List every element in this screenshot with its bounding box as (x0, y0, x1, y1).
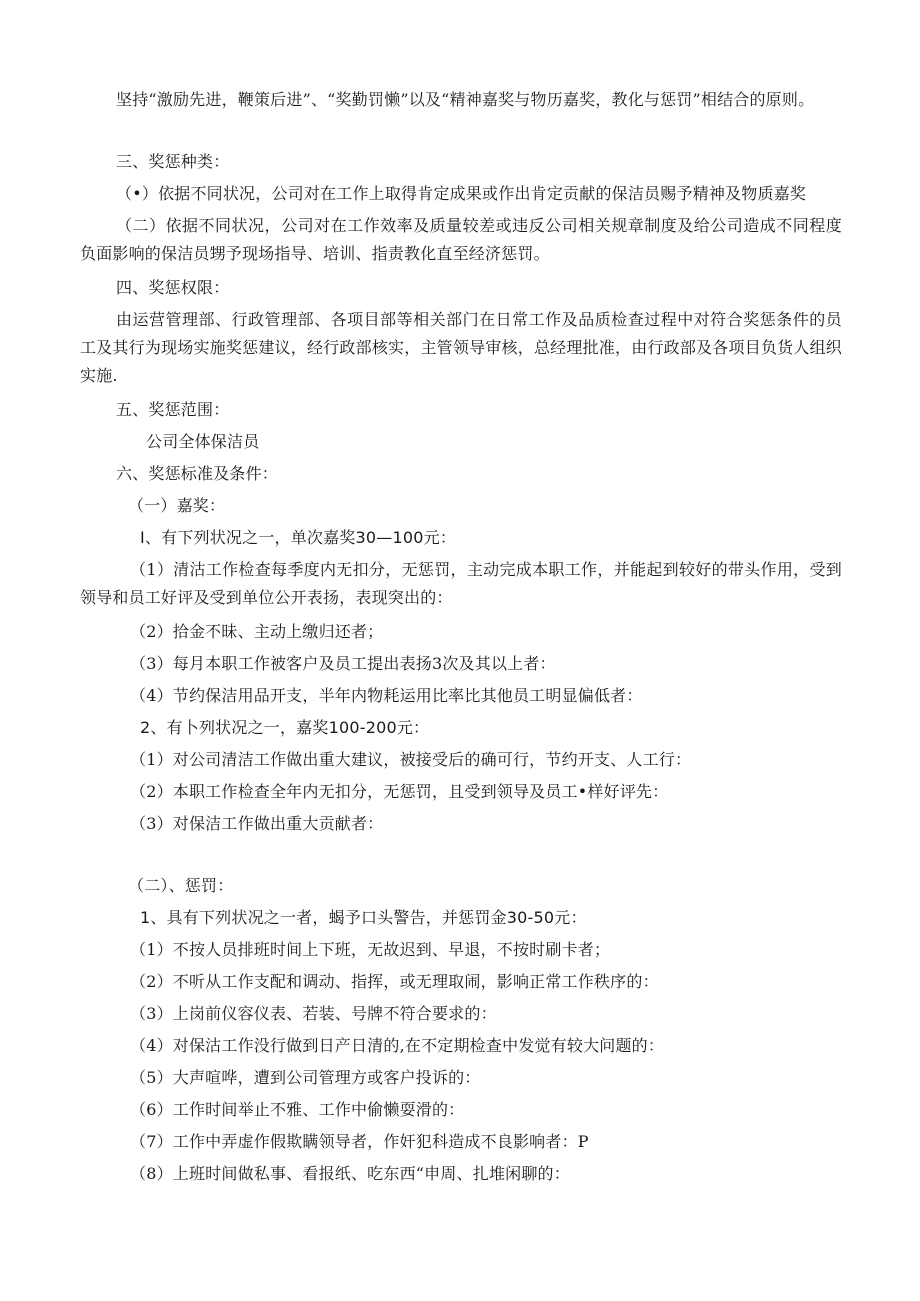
reward-item-2: 2、有卜列状况之一，嘉奖100-200元： (140, 718, 430, 737)
penalty-item-1-8: （8）上班时间做私事、看报纸、吃东西“申周、扎堆闲聊的： (130, 1164, 570, 1183)
section-6-title: 六、奖惩标准及条件： (116, 464, 279, 483)
principle-paragraph: 坚持“激励先进，鞭策后进”、“奖勤罚懒”以及“精神嘉奖与物历嘉奖，教化与惩罚”相结合的原则。 (116, 90, 815, 109)
section-3-item-1: （•）依据不同状况，公司对在工作上取得肯定成果或作出肯定贡献的保洁员赐予精神及物质嘉奖 (116, 184, 807, 203)
penalty-item-1-1: （1）不按人员排班时间上下班，无故迟到、早退，不按时刷卡者； (130, 940, 611, 959)
section-3-title: 三、奖惩种类： (116, 152, 230, 171)
reward-item-2-1: （1）对公司清洁工作做出重大建议，被接受后的确可行，节约开支、人工行： (130, 750, 692, 769)
reward-item-1: Ⅰ、有下列状况之一，单次嘉奖30—100元： (140, 528, 457, 547)
section-5-title: 五、奖惩范围： (116, 400, 230, 419)
section-3-item-2: （二）依据不同状况，公司对在工作效率及质量较差或违反公司相关规章制度及给公司造成不同程度负面影响的保洁员甥予现场指导、培训、指责教化直至经济惩罚。 (80, 216, 842, 263)
penalty-title: （二）、惩罚： (128, 876, 234, 895)
penalty-item-1-6: （6）工作时间举止不雅、工作中偷懒耍滑的： (130, 1100, 465, 1119)
penalty-item-1-5: （5）大声喧哗，遭到公司管理方或客户投诉的： (130, 1068, 481, 1087)
reward-title: （一）嘉奖： (128, 496, 226, 515)
reward-item-2-2: （2）本职工作检查全年内无扣分，无惩罚，且受到领导及员工•样好评先： (130, 782, 669, 801)
reward-item-1-2: （2）拾金不昧、主动上缴归还者； (130, 622, 384, 641)
reward-item-1-1: （1）清沽工作检查每季度内无扣分，无惩罚，主动完成本职工作，并能起到较好的带头作用，受到领导和员工好评及受到单位公开表扬，表现突出的： (80, 560, 842, 607)
penalty-item-1-2: （2）不听从工作支配和调动、指挥，或无理取闹，影响正常工作秩序的： (130, 972, 659, 991)
penalty-item-1-4: （4）对保沽工作没行做到日产日清的,在不定期检查中发觉有较大问题的： (130, 1036, 665, 1055)
reward-item-1-4: （4）节约保洁用品开支，半年内物耗运用比率比其他员工明显偏低者： (130, 686, 643, 705)
section-4-paragraph: 由运营管理部、行政管理部、各项目部等相关部门在日常工作及品质检查过程中对符合奖惩条件的员工及其行为现场实施奖惩建议，经行政部核实，主管领导审核，总经理批准，由行政部及各项目负货人组织实施. (80, 310, 842, 385)
section-5-paragraph: 公司全体保洁员 (146, 432, 260, 451)
penalty-item-1-3: （3）上岗前仪容仪表、若装、号牌不符合要求的： (130, 1004, 497, 1023)
penalty-item-1: 1、具有下列状况之一者，蝎予口头警告，并惩罚金30-50元： (140, 908, 587, 927)
reward-item-1-3: （3）每月本职工作被客户及员工提出表扬3次及其以上者： (130, 654, 556, 673)
penalty-item-1-7: （7）工作中弄虚作假欺瞒领导者，作奸犯科造成不良影响者：P (130, 1132, 589, 1151)
section-4-title: 四、奖惩权限： (116, 278, 230, 297)
reward-item-2-3: （3）对保洁工作做出重大贡献者： (130, 814, 384, 833)
